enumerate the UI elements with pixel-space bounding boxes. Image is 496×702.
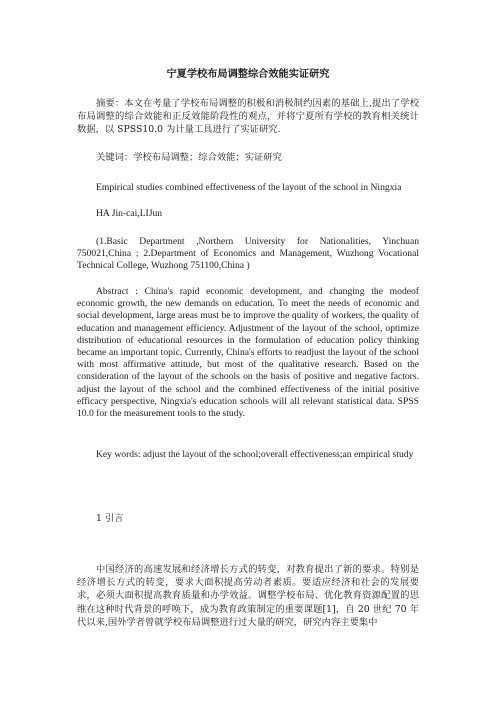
english-keywords: Key words: adjust the layout of the school;overall effectiveness;an empirical study — [96, 449, 414, 460]
english-title: Empirical studies combined effectiveness of the layout of the school in Ningxia — [96, 182, 402, 193]
english-affiliations: (1.Basic Department ,Northern University for Nationalities, Yinchuan 750021,China ; 2.Department of Economics and Management, Wuzhong Vocational Technical College, Wuzhong 751100,China ) — [77, 236, 419, 272]
english-abstract: Abstract : China's rapid economic development, and changing the modeof economic growth, the new demands on education. To meet the needs of economic and social development, large areas must be to improve the quality of workers, the quality of education and management efficiency. Adjustment of the layout of the school, optimize distribution of educational resources in the formulation of education policy thinking became an important topic. Currently, China's efforts to readjust the layout of the school with most affirmative attitude, but most of the qualitative research. Based on the consideration of the layout of the schools on the basis of positive and negative factors. adjust the layout of the school and the combined effectiveness of the initial positive efficacy perspective, Ningxia's education schools will all relevant statistical data. SPSS 10.0 for the measurement tools to the study. — [77, 286, 419, 420]
introduction-paragraph: 中国经济的高速发展和经济增长方式的转变，对教育提出了新的要求。特别是经济增长方式的转变，要求大面积提高劳动者素质。要适应经济和社会的发展要求，必须大面积提高教育质量和办学效益。调整学校布局、优化教育资源配置的思维在这种时代背景的呼唤下，成为教育政策制定的重要课题[1]，自 20 世纪 70 年代以来,国外学者曾就学校布局调整进行过大量的研究，研究内容主要集中 — [77, 564, 419, 628]
chinese-abstract: 摘要：本文在考量了学校布局调整的积极和消极制约因素的基础上,提出了学校布局调整的综合效能和正反效能阶段性的观点，并将宁夏所有学校的教育相关统计数据，以 SPSS10.0 为计量工具进行了实证研究. — [77, 98, 419, 136]
chinese-keywords: 关键词：学校布局调整；综合效能；实证研究 — [96, 152, 282, 163]
section-1-heading: 1 引言 — [96, 513, 124, 524]
paper-title: 宁夏学校布局调整综合效能实证研究 — [166, 68, 330, 80]
english-authors: HA Jin-cai,LIJun — [96, 208, 163, 219]
